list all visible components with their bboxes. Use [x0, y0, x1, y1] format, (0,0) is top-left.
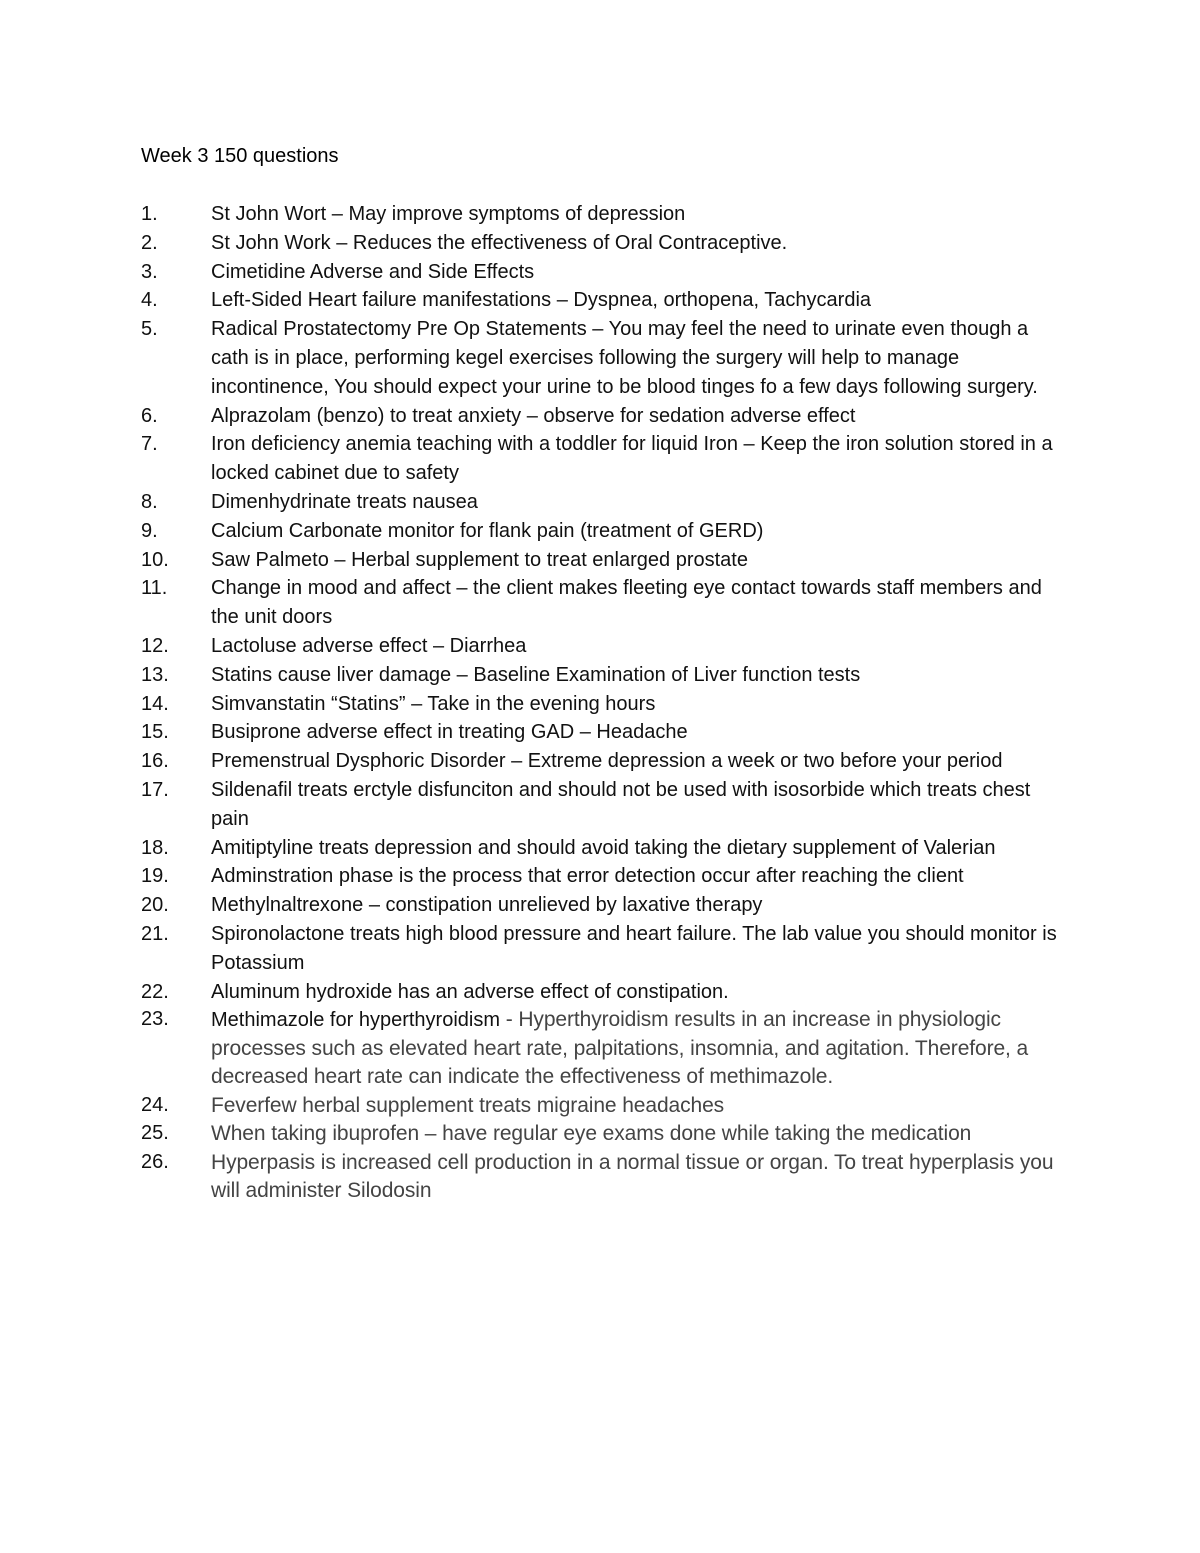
- list-item: [141, 834, 1061, 863]
- list-item-text: [211, 661, 1061, 690]
- list-item: [141, 1149, 1061, 1206]
- list-item-text: [211, 747, 1061, 776]
- list-item: [141, 891, 1061, 920]
- question-list: [141, 200, 1061, 1206]
- list-item-text: [211, 200, 1061, 229]
- list-item-number: 19.: [141, 865, 169, 888]
- list-item-number: 5.: [141, 318, 158, 341]
- list-item: [141, 574, 1061, 632]
- list-item: [141, 315, 1061, 401]
- list-item-number: 18.: [141, 836, 169, 859]
- list-item: [141, 1006, 1061, 1092]
- list-item-text: [211, 776, 1061, 834]
- list-item-number: 23.: [141, 1008, 169, 1031]
- list-item-text: [211, 229, 1061, 258]
- list-item-text: [211, 286, 1061, 315]
- list-item-text: [211, 430, 1061, 488]
- list-item-label: Aluminum hydroxide has an adverse effect of constipation.: [211, 980, 729, 1003]
- list-item: [141, 718, 1061, 747]
- list-item-label: Saw Palmeto – Herbal supplement to treat enlarged prostate: [211, 548, 748, 571]
- list-item: [141, 862, 1061, 891]
- list-item: [141, 661, 1061, 690]
- list-item: [141, 546, 1061, 575]
- list-item-label: Sildenafil treats erctyle disfunciton and should not be used with isosorbide which treats chest pain: [211, 778, 1031, 830]
- list-item-label: Calcium Carbonate monitor for flank pain (treatment of GERD): [211, 519, 764, 542]
- document-title: Week 3 150 questions: [141, 145, 339, 167]
- list-item-text: [211, 258, 1061, 287]
- list-item: [141, 258, 1061, 287]
- list-item-text: [211, 862, 1061, 891]
- list-item-label: Lactoluse adverse effect – Diarrhea: [211, 634, 527, 657]
- list-item-label: Left-Sided Heart failure manifestations – Dyspnea, orthopena, Tachycardia: [211, 289, 872, 312]
- list-item-number: 9.: [141, 519, 158, 542]
- list-item-label: Spironolactone treats high blood pressure and heart failure. The lab value you should monitor is Potassium: [211, 922, 1057, 974]
- list-item-number: 21.: [141, 922, 169, 945]
- list-item-text: [211, 920, 1061, 978]
- list-item-label: Premenstrual Dysphoric Disorder – Extreme depression a week or two before your period: [211, 750, 1003, 773]
- list-item-label: Change in mood and affect – the client makes fleeting eye contact towards staff members and the unit doors: [211, 577, 1042, 629]
- list-item-label: Radical Prostatectomy Pre Op Statements – You may feel the need to urinate even though a cath is in place, performing kegel exercises following the surgery will help to manage incontinence, You should expect your urine to be blood tinges fo a few days following surgery.: [211, 318, 1038, 398]
- list-item-text: [211, 1092, 1061, 1121]
- list-item-number: 17.: [141, 778, 169, 801]
- list-item: [141, 229, 1061, 258]
- list-item-text: [211, 718, 1061, 747]
- list-item-label: Statins cause liver damage – Baseline Examination of Liver function tests: [211, 663, 861, 686]
- list-item-explanation: Hyperpasis is increased cell production in a normal tissue or organ. To treat hyperplasis you will administer Silodosin: [211, 1150, 1054, 1203]
- list-item: [141, 690, 1061, 719]
- list-item-text: [211, 978, 1061, 1007]
- list-item-label: St John Work – Reduces the effectiveness of Oral Contraceptive.: [211, 231, 788, 254]
- list-item-number: 11.: [141, 577, 168, 600]
- list-item-label: Methimazole for hyperthyroidism: [211, 1009, 500, 1032]
- list-item-number: 4.: [141, 289, 158, 312]
- list-item-number: 16.: [141, 750, 169, 773]
- list-item-text: [211, 517, 1061, 546]
- list-item-text: [211, 891, 1061, 920]
- list-item-label: Cimetidine Adverse and Side Effects: [211, 260, 535, 283]
- list-item-text: [211, 402, 1061, 431]
- list-item: [141, 632, 1061, 661]
- list-item: [141, 430, 1061, 488]
- list-item-number: 12.: [141, 634, 169, 657]
- list-item: [141, 978, 1061, 1007]
- list-item-text: [211, 632, 1061, 661]
- list-item-text: [211, 315, 1061, 401]
- list-item-label: Simvanstatin “Statins” – Take in the evening hours: [211, 692, 656, 715]
- list-item: [141, 747, 1061, 776]
- list-item: [141, 1092, 1061, 1121]
- list-item-number: 3.: [141, 260, 158, 283]
- list-item-explanation: - Hyperthyroidism results in an increase in physiologic processes such as elevated heart rate, palpitations, insomnia, and agitation. Therefore, a decreased heart rate can indicate the effectiveness of methimazole.: [211, 1008, 1029, 1089]
- list-item-label: Busiprone adverse effect in treating GAD – Headache: [211, 721, 688, 744]
- list-item-text: [211, 546, 1061, 575]
- list-item-number: 14.: [141, 692, 169, 715]
- list-item: [141, 776, 1061, 834]
- list-item-text: [211, 1006, 1061, 1092]
- list-item-number: 20.: [141, 894, 169, 917]
- list-item-text: [211, 574, 1061, 632]
- list-item-number: 26.: [141, 1150, 169, 1173]
- list-item-number: 8.: [141, 490, 158, 513]
- list-item-text: [211, 834, 1061, 863]
- list-item-number: 7.: [141, 433, 158, 456]
- list-item-label: Iron deficiency anemia teaching with a toddler for liquid Iron – Keep the iron solution stored in a locked cabinet due to safety: [211, 433, 1053, 485]
- list-item-number: 6.: [141, 404, 158, 427]
- list-item-number: 25.: [141, 1122, 169, 1145]
- list-item-number: 24.: [141, 1093, 169, 1116]
- list-item-number: 10.: [141, 548, 169, 571]
- list-item-label: Amitiptyline treats depression and should avoid taking the dietary supplement of Valerian: [211, 836, 996, 859]
- list-item: [141, 402, 1061, 431]
- list-item: [141, 920, 1061, 978]
- list-item-label: St John Wort – May improve symptoms of depression: [211, 203, 686, 225]
- list-item-explanation: Feverfew herbal supplement treats migraine headaches: [211, 1093, 725, 1117]
- list-item-label: Dimenhydrinate treats nausea: [211, 490, 478, 513]
- list-item-number: 2.: [141, 231, 158, 254]
- list-item-text: [211, 1120, 1061, 1149]
- list-item-label: Methylnaltrexone – constipation unrelieved by laxative therapy: [211, 894, 763, 917]
- list-item-label: Adminstration phase is the process that error detection occur after reaching the client: [211, 865, 964, 888]
- list-item-explanation: When taking ibuprofen – have regular eye exams done while taking the medication: [211, 1122, 972, 1146]
- list-item-number: 1.: [141, 203, 158, 225]
- list-item: [141, 1120, 1061, 1149]
- list-item: [141, 200, 1061, 229]
- list-item-number: 15.: [141, 721, 169, 744]
- list-item-text: [211, 488, 1061, 517]
- list-item-number: 13.: [141, 663, 169, 686]
- list-item: [141, 488, 1061, 517]
- list-item-text: [211, 1149, 1061, 1206]
- list-item: [141, 286, 1061, 315]
- list-item-number: 22.: [141, 980, 169, 1003]
- list-item-label: Alprazolam (benzo) to treat anxiety – observe for sedation adverse effect: [211, 404, 856, 427]
- list-item-text: [211, 690, 1061, 719]
- list-item: [141, 517, 1061, 546]
